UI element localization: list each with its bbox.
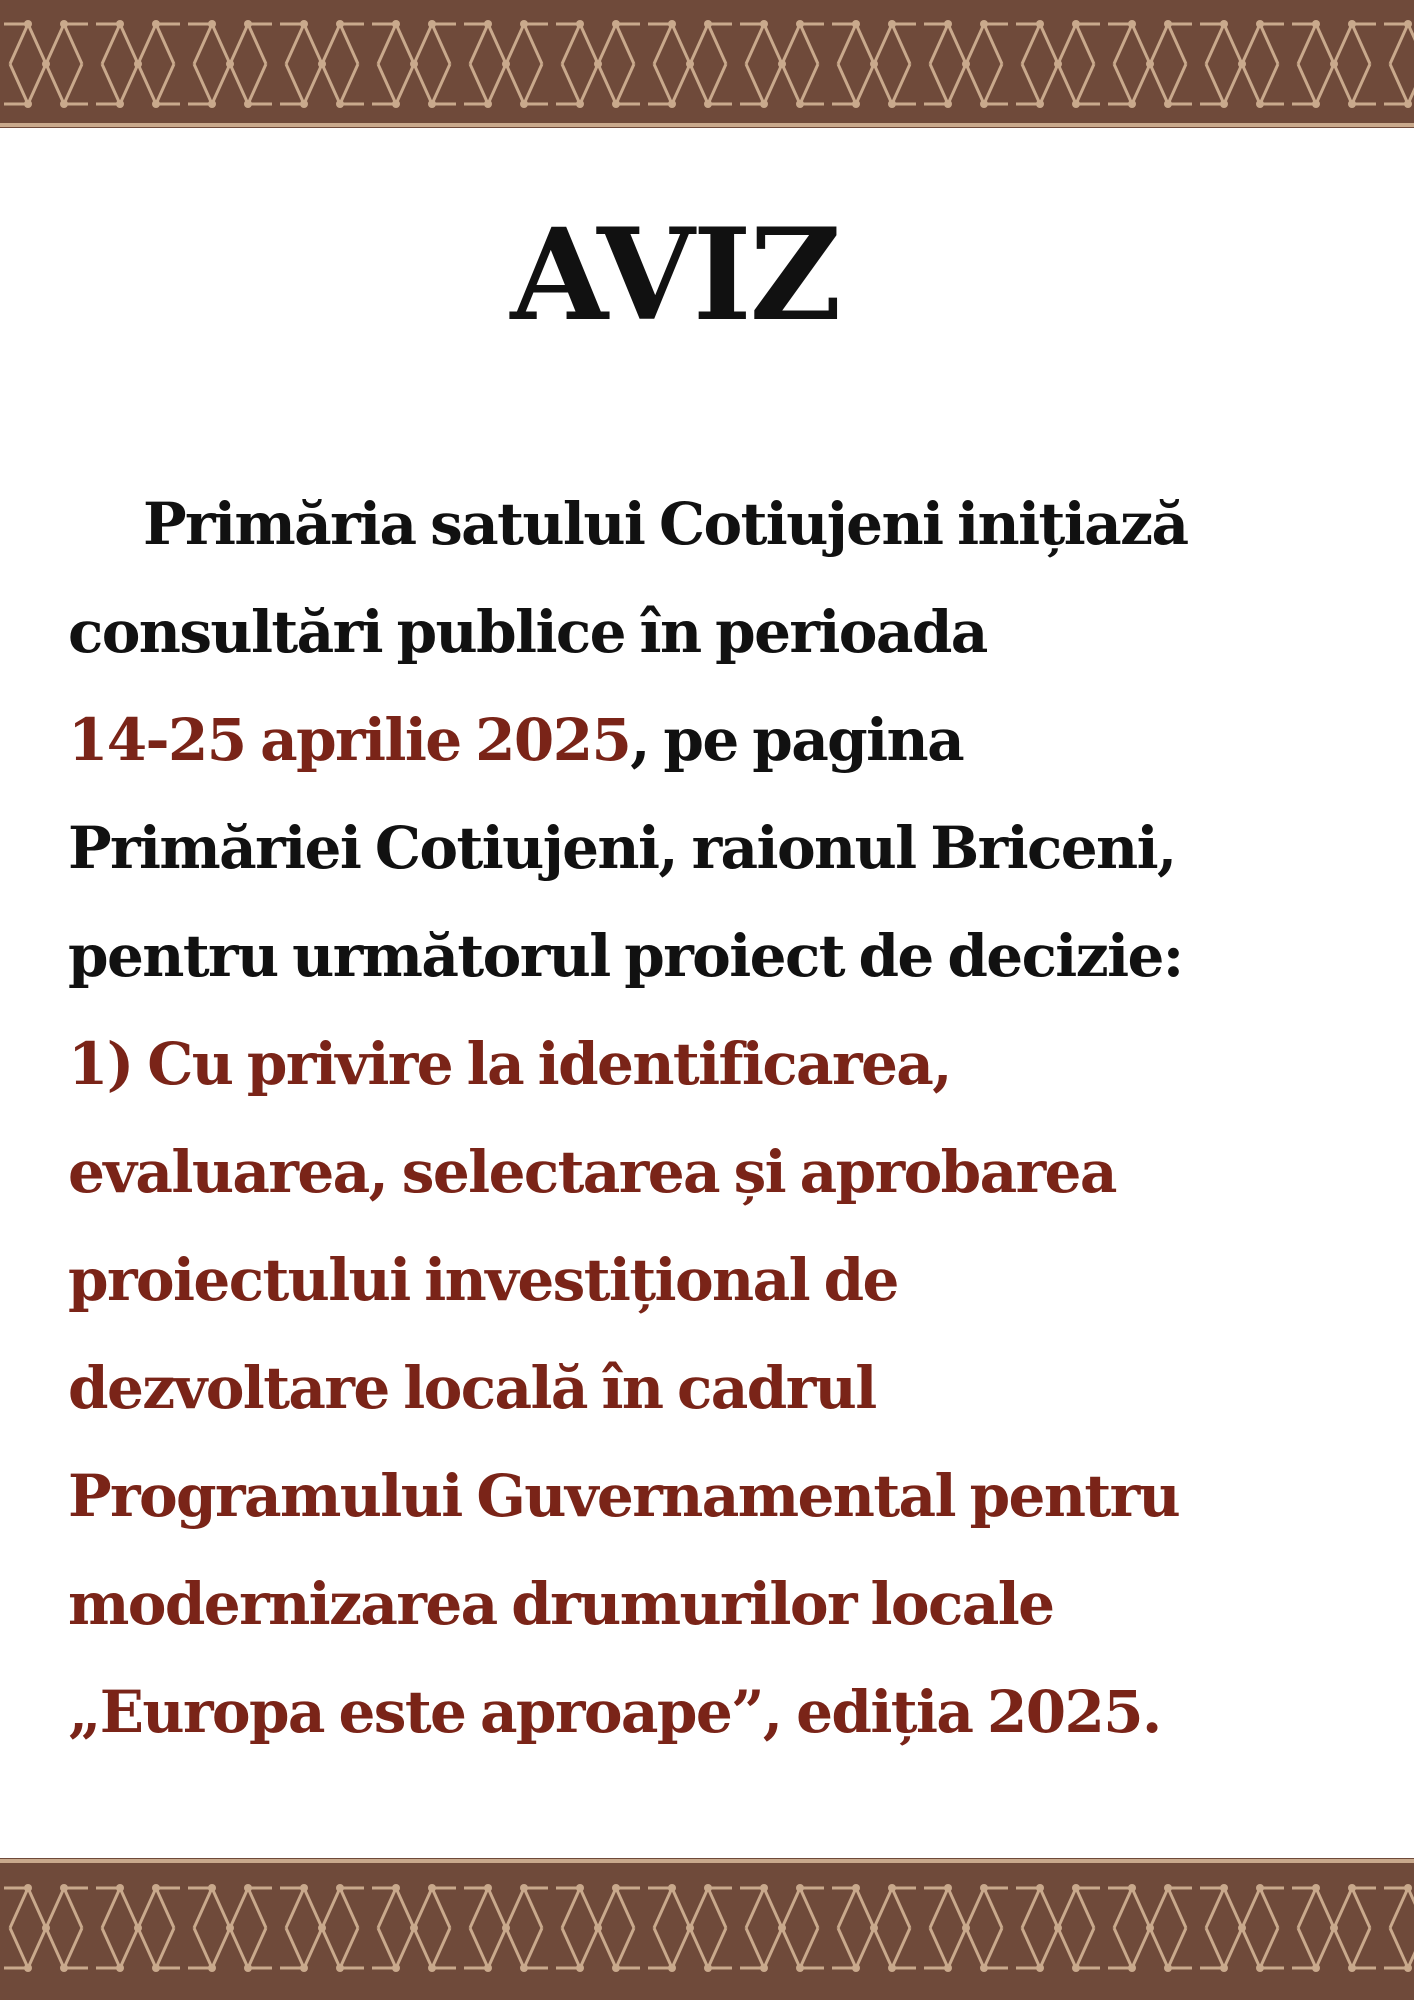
geometric-pattern-icon <box>0 0 1414 128</box>
intro-line-4: Primăriei Cotiujeni, raionul Briceni, <box>68 814 1176 882</box>
intro-line-3 <box>68 686 1358 794</box>
project-line-6: modernizarea drumurilor locale <box>68 1570 1054 1638</box>
project-line-5: Programului Guvernamental pentru <box>68 1462 1180 1530</box>
geometric-pattern-icon <box>0 1858 1414 2000</box>
intro-line-3-rest: , pe pagina <box>630 706 964 774</box>
intro-line-1: Primăria satului Cotiujeni inițiază <box>143 490 1188 558</box>
notice-body <box>68 470 1358 1766</box>
bottom-decorative-border <box>0 1858 1414 2000</box>
consultation-period: 14-25 aprilie 2025 <box>68 706 631 774</box>
intro-line-2: consultări publice în perioada <box>68 598 987 666</box>
project-line-1: 1) Cu privire la identificarea, <box>68 1030 951 1098</box>
project-line-2: evaluarea, selectarea și aprobarea <box>68 1138 1116 1206</box>
page-title: AVIZ <box>510 201 840 349</box>
top-decorative-border <box>0 0 1414 128</box>
project-line-3: proiectului investițional de <box>68 1246 898 1314</box>
project-line-4: dezvoltare locală în cadrul <box>68 1354 876 1422</box>
intro-line-5: pentru următorul proiect de decizie: <box>68 922 1183 990</box>
project-line-7: „Europa este aproape”, ediția 2025. <box>68 1678 1161 1746</box>
